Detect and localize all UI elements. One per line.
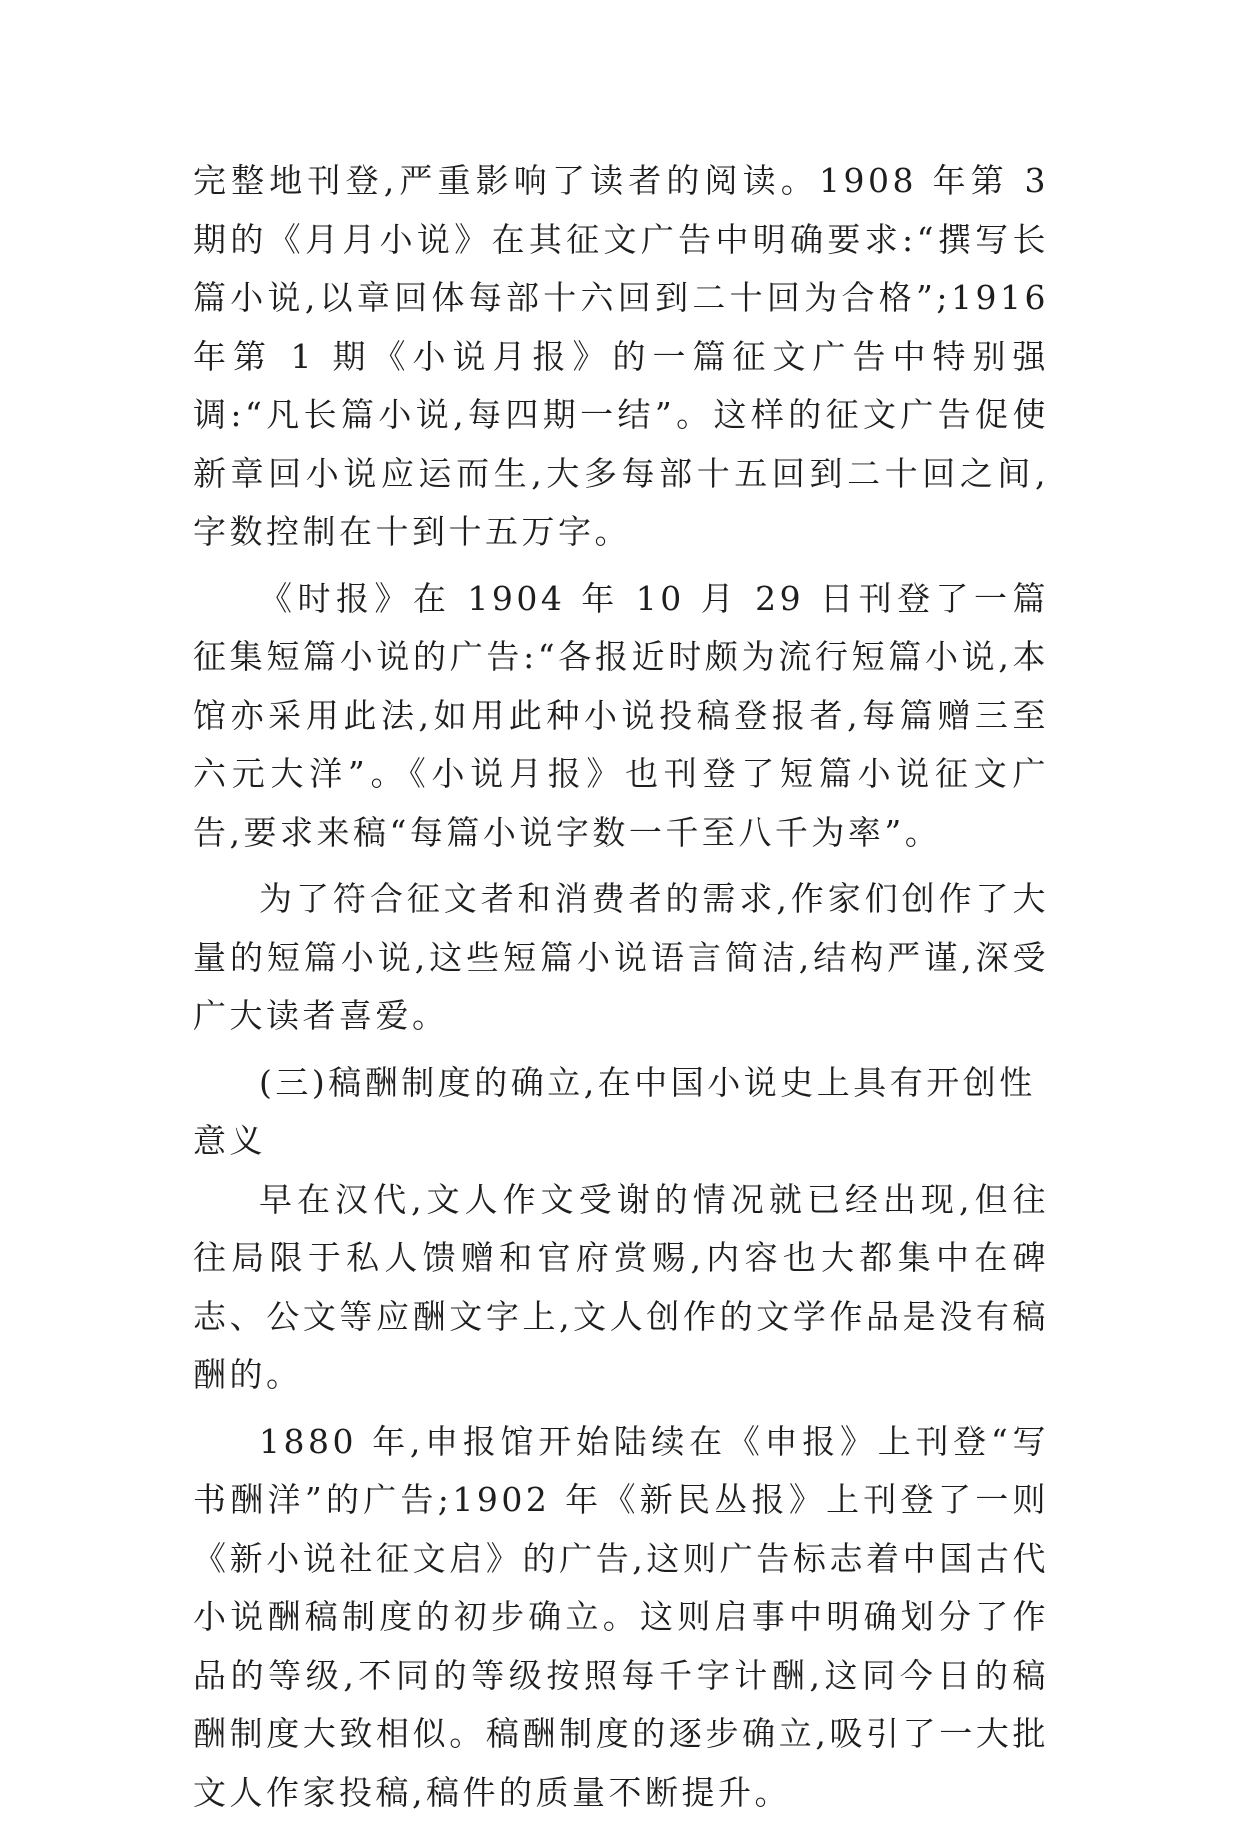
section-heading: (三)稿酬制度的确立,在中国小说史上具有开创性意义 [193, 1054, 1049, 1171]
paragraph-shibao-ad: 《时报》在 1904 年 10 月 29 日刊登了一篇征集短篇小说的广告:“各报近时颇为流行短篇小说,本馆亦采用此法,如用此种小说投稿登报者,每篇赠三至六元大洋”。《小说月报》也刊登了短篇小说征文广告,要求来稿“每篇小说字数一千至八千为率”。 [193, 570, 1049, 863]
paragraph-continued: 完整地刊登,严重影响了读者的阅读。1908 年第 3 期的《月月小说》在其征文广告中明确要求:“撰写长篇小说,以章回体每部十六回到二十回为合格”;1916 年第 1 期《小说月报》的一篇征文广告中特别强调:“凡长篇小说,每四期一结”。这样的征文广告促使新章回小说应运而生,大多每部十五回到二十回之间,字数控制在十到十五万字。 [193, 152, 1049, 562]
paragraph-shenbao-1880: 1880 年,申报馆开始陆续在《申报》上刊登“写书酬洋”的广告;1902 年《新民丛报》上刊登了一则《新小说社征文启》的广告,这则广告标志着中国古代小说酬稿制度的初步确立。这则启事中明确划分了作品的等级,不同的等级按照每千字计酬,这同今日的稿酬制度大致相似。稿酬制度的逐步确立,吸引了一大批文人作家投稿,稿件的质量不断提升。 [193, 1413, 1049, 1822]
body-text [193, 152, 1049, 1822]
paragraph-han-dynasty: 早在汉代,文人作文受谢的情况就已经出现,但往往局限于私人馈赠和官府赏赐,内容也大都集中在碑志、公文等应酬文字上,文人创作的文学作品是没有稿酬的。 [193, 1171, 1049, 1405]
paragraph-short-stories: 为了符合征文者和消费者的需求,作家们创作了大量的短篇小说,这些短篇小说语言简洁,结构严谨,深受广大读者喜爱。 [193, 870, 1049, 1046]
